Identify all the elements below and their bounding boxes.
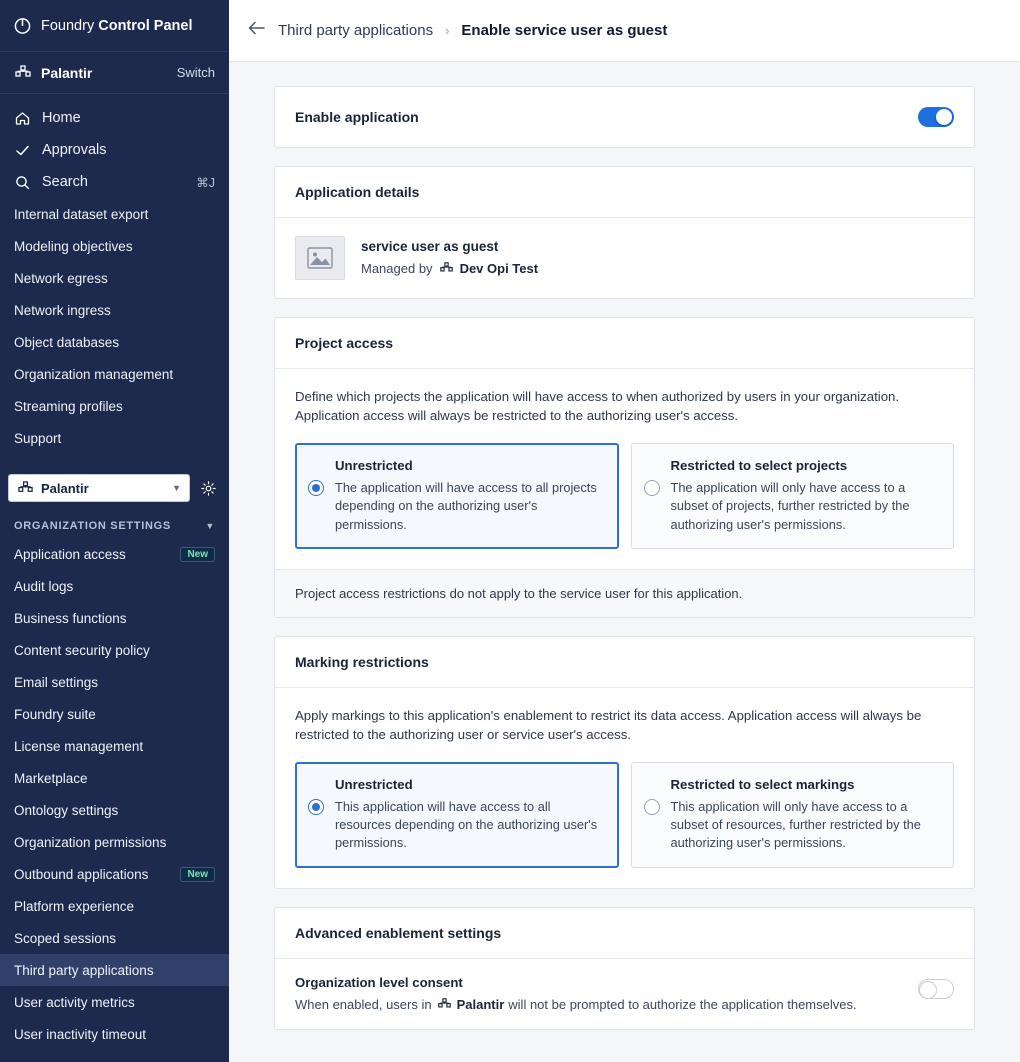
sidebar-item-audit-logs-label: Audit logs (14, 578, 74, 594)
radio-icon[interactable] (308, 799, 324, 815)
sidebar-item-foundry-suite-label: Foundry suite (14, 706, 96, 722)
sidebar-item-license-management-label: License management (14, 738, 144, 754)
sidebar-item-internal-dataset-export-label: Internal dataset export (14, 206, 149, 222)
organization-level-consent-toggle[interactable] (918, 979, 954, 999)
org-icon (14, 64, 31, 81)
sidebar-item-application-access-label: Application access (14, 546, 126, 562)
project-access-options (275, 429, 974, 568)
sidebar-item-streaming-profiles-label: Streaming profiles (14, 398, 123, 414)
page-title: Enable service user as guest (461, 22, 668, 39)
project-access-option-restricted[interactable] (631, 443, 955, 548)
enable-application-toggle[interactable] (918, 107, 954, 127)
chevron-down-icon: ▼ (172, 483, 181, 493)
sidebar-item-organization-management[interactable] (0, 358, 229, 390)
sidebar-item-support-label: Support (14, 430, 62, 446)
settings-nav (0, 538, 229, 1050)
marking-restrictions-title: Marking restrictions (275, 637, 974, 688)
breadcrumb-separator: › (445, 23, 450, 38)
project-access-title: Project access (275, 318, 974, 369)
primary-nav (0, 94, 229, 458)
brand-header[interactable] (0, 0, 229, 52)
sidebar-item-organization-management-label: Organization management (14, 366, 174, 382)
sidebar-item-organization-permissions-label: Organization permissions (14, 834, 167, 850)
option-title: Unrestricted (335, 458, 413, 474)
sidebar-item-platform-experience[interactable] (0, 890, 229, 922)
advanced-settings-title: Advanced enablement settings (275, 908, 974, 959)
application-details-title: Application details (275, 167, 974, 218)
switch-org-button[interactable]: Switch (176, 65, 215, 80)
option-body (671, 458, 940, 533)
application-details-card (274, 166, 975, 299)
enable-application-row (275, 87, 974, 147)
sidebar-item-content-security-policy[interactable] (0, 634, 229, 666)
sidebar-item-object-databases-label: Object databases (14, 334, 120, 350)
sidebar-item-marketplace[interactable] (0, 762, 229, 794)
breadcrumb-parent-link[interactable]: Third party applications (278, 22, 434, 39)
project-access-note: Project access restrictions do not apply to the service user for this application. (275, 569, 974, 617)
option-body (335, 777, 604, 852)
advanced-settings-card (274, 907, 975, 1030)
sidebar-item-approvals-label: Approvals (42, 142, 107, 158)
page-content (229, 62, 1020, 1048)
org-icon (17, 480, 34, 497)
sidebar-item-foundry-suite[interactable] (0, 698, 229, 730)
sidebar (0, 0, 229, 1062)
sidebar-item-streaming-profiles[interactable] (0, 390, 229, 422)
option-title: Unrestricted (335, 777, 413, 793)
sidebar-item-support[interactable] (0, 422, 229, 454)
sidebar-item-third-party-applications-label: Third party applications (14, 962, 154, 978)
sidebar-item-business-functions[interactable] (0, 602, 229, 634)
consent-desc-prefix: When enabled, users in (295, 996, 432, 1012)
sidebar-item-approvals[interactable] (0, 134, 229, 166)
org-name: Palantir (41, 64, 93, 81)
image-placeholder-icon (295, 236, 345, 280)
marking-restrictions-options (275, 748, 974, 887)
option-description: This application will have access to all resources depending on the authorizing user's permissions. (335, 799, 598, 851)
managed-by-prefix: Managed by (361, 261, 433, 276)
option-description: The application will have access to all projects depending on the authorizing user's permissions. (335, 480, 597, 532)
status-badge: New (180, 867, 215, 882)
marking-restrictions-card (274, 636, 975, 889)
settings-section-title: ORGANIZATION SETTINGS (14, 520, 171, 532)
sidebar-item-network-ingress-label: Network ingress (14, 302, 111, 318)
consent-desc-suffix: will not be prompted to authorize the application themselves. (508, 996, 857, 1012)
org-selector[interactable] (8, 474, 190, 502)
sidebar-item-marketplace-label: Marketplace (14, 770, 88, 786)
application-managed-by (361, 260, 538, 277)
sidebar-item-ontology-settings-label: Ontology settings (14, 802, 119, 818)
sidebar-item-email-settings[interactable] (0, 666, 229, 698)
sidebar-item-audit-logs[interactable] (0, 570, 229, 602)
search-icon (14, 174, 31, 191)
search-shortcut: ⌘J (196, 175, 215, 190)
home-icon (14, 110, 31, 127)
sidebar-item-ontology-settings[interactable] (0, 794, 229, 826)
organization-level-consent-text (295, 975, 857, 1013)
toggle-knob (936, 109, 952, 125)
sidebar-item-content-security-policy-label: Content security policy (14, 642, 150, 658)
gear-icon[interactable] (200, 480, 217, 497)
option-description: The application will only have access to a subset of projects, further restricted by the authorizing user's permissions. (670, 480, 910, 532)
sidebar-item-outbound-applications[interactable] (0, 858, 229, 890)
sidebar-item-internal-dataset-export[interactable] (0, 198, 229, 230)
sidebar-item-user-inactivity-timeout[interactable] (0, 1018, 229, 1050)
project-access-description: Define which projects the application will have access to when authorized by users in your organization. Application access will always be restricted to the authorizing user's access. (295, 389, 900, 424)
sidebar-item-user-inactivity-timeout-label: User inactivity timeout (14, 1026, 147, 1042)
brand-title (41, 18, 193, 34)
option-body (671, 777, 940, 852)
project-access-option-unrestricted[interactable] (295, 443, 619, 548)
sidebar-item-object-databases[interactable] (0, 326, 229, 358)
main-area (229, 0, 1020, 1062)
sidebar-item-home-label: Home (42, 110, 81, 126)
sidebar-item-business-functions-label: Business functions (14, 610, 127, 626)
marking-option-unrestricted[interactable] (295, 762, 619, 867)
sidebar-item-application-access[interactable] (0, 538, 229, 570)
option-description: This application will only have access to a subset of resources, further restricted by the authorizing user's permissions. (670, 799, 921, 851)
sidebar-item-modeling-objectives[interactable] (0, 230, 229, 262)
sidebar-item-scoped-sessions-label: Scoped sessions (14, 930, 117, 946)
sidebar-item-search-label: Search (42, 174, 88, 190)
radio-icon[interactable] (308, 480, 324, 496)
radio-icon[interactable] (644, 799, 660, 815)
org-header (0, 52, 229, 94)
status-badge: New (180, 547, 215, 562)
project-access-card (274, 317, 975, 618)
settings-section-header[interactable] (0, 510, 229, 538)
foundry-logo-icon (14, 17, 31, 34)
enable-application-label: Enable application (295, 109, 419, 125)
sidebar-item-network-egress-label: Network egress (14, 270, 108, 286)
sidebar-item-scoped-sessions[interactable] (0, 922, 229, 954)
organization-level-consent-label: Organization level consent (295, 974, 463, 990)
sidebar-item-modeling-objectives-label: Modeling objectives (14, 238, 133, 254)
option-body (335, 458, 604, 533)
option-title: Restricted to select markings (670, 777, 855, 793)
org-selector-row (0, 466, 229, 510)
org-icon (438, 260, 455, 277)
sidebar-item-third-party-applications[interactable] (0, 954, 229, 986)
sidebar-item-network-egress[interactable] (0, 262, 229, 294)
toggle-knob (920, 982, 936, 998)
organization-level-consent-description (295, 996, 857, 1013)
sidebar-item-platform-experience-label: Platform experience (14, 898, 135, 914)
brand-title-bold: Control Panel (98, 17, 193, 34)
marking-option-restricted[interactable] (631, 762, 955, 867)
org-icon (436, 996, 453, 1013)
option-title: Restricted to select projects (670, 458, 848, 474)
application-details-body (275, 218, 974, 298)
org-selector-value: Palantir (41, 480, 89, 496)
sidebar-item-search[interactable] (0, 166, 229, 198)
sidebar-item-user-activity-metrics-label: User activity metrics (14, 994, 135, 1010)
sidebar-item-organization-permissions[interactable] (0, 826, 229, 858)
sidebar-item-email-settings-label: Email settings (14, 674, 99, 690)
chevron-down-icon: ▼ (205, 521, 215, 531)
sidebar-item-network-ingress[interactable] (0, 294, 229, 326)
breadcrumb (229, 0, 1020, 62)
marking-restrictions-description: Apply markings to this application's enablement to restrict its data access. Application access will always be restricted to the authorizing user or service user's access. (295, 707, 922, 742)
consent-org-name: Palantir (456, 996, 505, 1012)
organization-level-consent-row (275, 959, 974, 1029)
brand-title-light: Foundry (41, 17, 99, 34)
sidebar-item-home[interactable] (0, 102, 229, 134)
application-identity (361, 239, 538, 277)
enable-application-card (274, 86, 975, 148)
managed-by-org: Dev Opi Test (459, 261, 539, 276)
check-icon (14, 142, 31, 159)
sidebar-item-user-activity-metrics[interactable] (0, 986, 229, 1018)
application-name: service user as guest (361, 239, 499, 254)
sidebar-item-outbound-applications-label: Outbound applications (14, 866, 149, 882)
back-arrow-icon[interactable] (247, 20, 266, 41)
sidebar-item-license-management[interactable] (0, 730, 229, 762)
radio-icon[interactable] (644, 480, 660, 496)
